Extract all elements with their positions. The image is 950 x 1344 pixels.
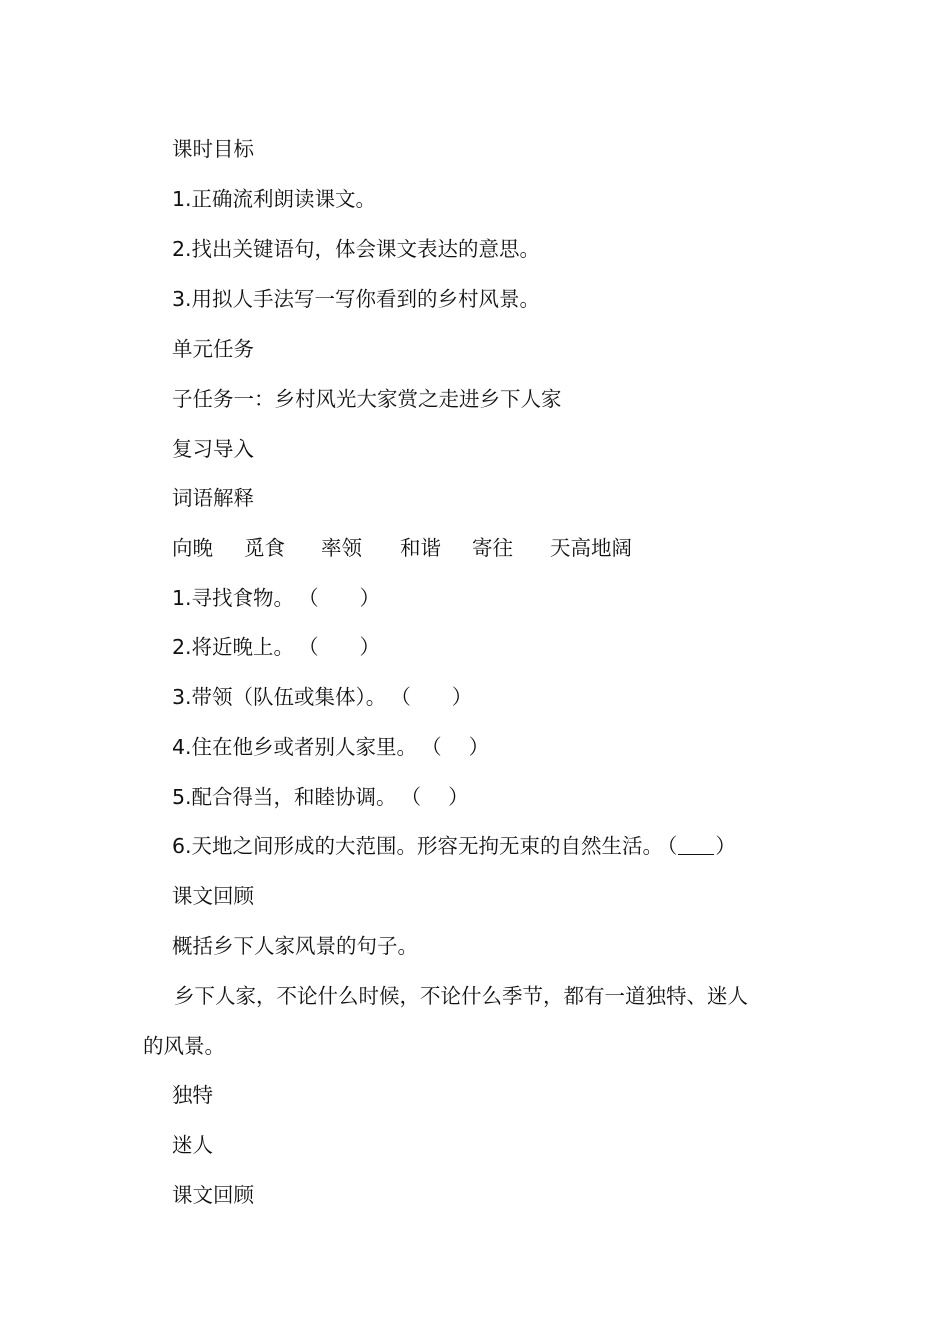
- definition-item: [172, 632, 380, 662]
- word-bank-item: 向晚: [172, 536, 213, 560]
- definition-item: [172, 583, 380, 613]
- word-bank-item: 寄往: [472, 536, 513, 560]
- review-heading-2: 课文回顾: [172, 1183, 254, 1207]
- word-explanation-heading: 词语解释: [172, 486, 254, 510]
- summary-sentence-line-2: 的风景。: [143, 1034, 225, 1058]
- definition-item: [172, 831, 736, 861]
- word-bank: [172, 533, 632, 563]
- answer-blank[interactable]: （ ）: [298, 586, 381, 610]
- definition-text: 3.带领（队伍或集体）。: [172, 685, 387, 709]
- objective-3: 3.用拟人手法写一写你看到的乡村风景。: [172, 287, 541, 311]
- paren-close: ）: [715, 834, 736, 858]
- paren-open: （: [667, 834, 678, 858]
- word-bank-item: 天高地阔: [550, 536, 632, 560]
- definition-item: [172, 682, 472, 712]
- summary-sentence-line-1: 乡下人家，不论什么时候，不论什么季节，都有一道独特、迷人: [174, 984, 748, 1008]
- keyword-charming: 迷人: [172, 1133, 213, 1157]
- answer-blank[interactable]: [678, 834, 714, 855]
- definition-text: 4.住在他乡或者别人家里。: [172, 735, 418, 759]
- section-heading-unit-task: 单元任务: [172, 337, 254, 361]
- word-bank-item: 率领: [321, 536, 362, 560]
- review-heading: 课文回顾: [172, 884, 254, 908]
- answer-blank[interactable]: （ ）: [421, 735, 490, 759]
- answer-blank[interactable]: （ ）: [390, 685, 473, 709]
- section-heading-objectives: 课时目标: [172, 137, 254, 161]
- definition-text: 6.天地之间形成的大范围。形容无拘无束的自然生活。: [172, 834, 664, 858]
- definition-text: 2.将近晚上。: [172, 635, 295, 659]
- definition-text: 1.寻找食物。: [172, 586, 295, 610]
- definition-text: 5.配合得当，和睦协调。: [172, 785, 397, 809]
- answer-blank[interactable]: （ ）: [298, 635, 381, 659]
- objective-2: 2.找出关键语句，体会课文表达的意思。: [172, 237, 541, 261]
- word-bank-item: 觅食: [244, 536, 285, 560]
- word-bank-item: 和谐: [400, 536, 441, 560]
- definition-item: [172, 732, 489, 762]
- subtask-title: 子任务一：乡村风光大家赏之走进乡下人家: [172, 387, 562, 411]
- review-intro-heading: 复习导入: [172, 437, 254, 461]
- definition-item: [172, 782, 469, 812]
- answer-blank[interactable]: （ ）: [400, 785, 469, 809]
- review-prompt: 概括乡下人家风景的句子。: [172, 934, 418, 958]
- keyword-unique: 独特: [172, 1083, 213, 1107]
- objective-1: 1.正确流利朗读课文。: [172, 187, 377, 211]
